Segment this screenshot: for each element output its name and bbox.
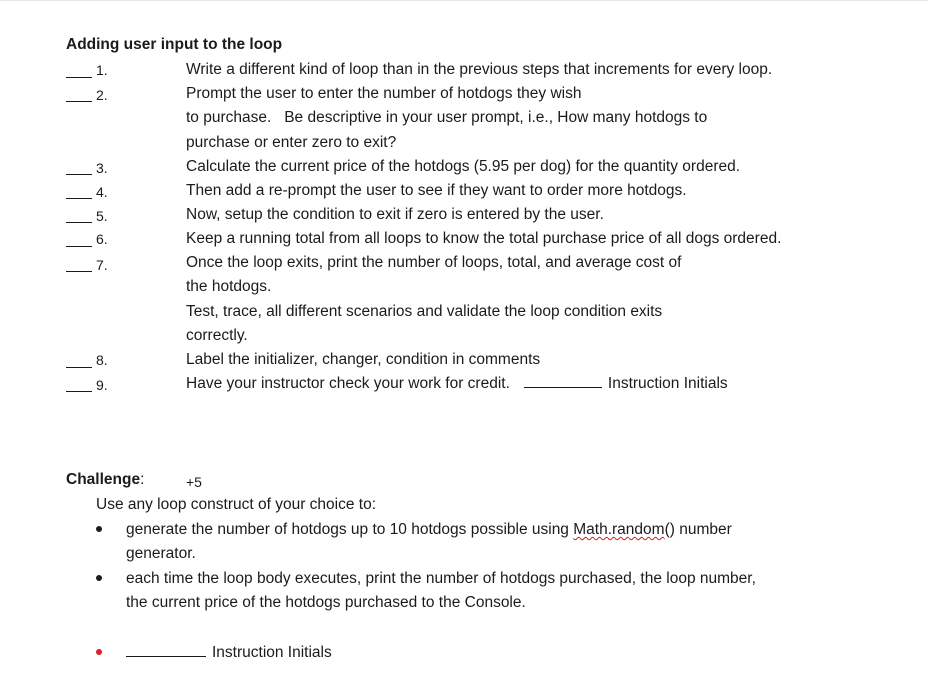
bullet-1-text-post: () number [664, 521, 732, 538]
step-8-checkbox-blank[interactable] [66, 353, 92, 368]
challenge-initials-row [126, 643, 332, 663]
step-9-number: 9. [96, 377, 108, 393]
step-6-checkbox-blank[interactable] [66, 232, 92, 247]
step-1-checkbox-blank[interactable] [66, 63, 92, 78]
challenge-intro: Use any loop construct of your choice to: [96, 496, 377, 513]
step-2-text-line-3: purchase or enter zero to exit? [186, 134, 397, 151]
step-9-row [186, 374, 728, 394]
step-2-number: 2. [96, 87, 108, 103]
challenge-initials-label: Instruction Initials [212, 644, 332, 661]
bullet-2-line-1: each time the loop body executes, print the number of hotdogs purchased, the loop number, [126, 570, 756, 587]
step-3-number: 3. [96, 160, 108, 176]
step-8-text: Label the initializer, changer, condition in comments [186, 351, 541, 368]
challenge-initials-blank[interactable] [126, 644, 206, 657]
step-4-number: 4. [96, 184, 108, 200]
bullet-1-line-2: generator. [126, 545, 196, 562]
challenge-points: +5 [186, 474, 202, 490]
bullet-2-dot [96, 575, 102, 581]
page-top-rule [0, 0, 928, 1]
step-5-checkbox-blank[interactable] [66, 208, 92, 223]
section-title: Adding user input to the loop [66, 36, 283, 53]
challenge-title-colon: : [140, 471, 145, 488]
step-7-number: 7. [96, 257, 108, 273]
step-1-text: Write a different kind of loop than in the previous steps that increments for every loop. [186, 61, 773, 78]
step-5-number: 5. [96, 208, 108, 224]
step-5-text: Now, setup the condition to exit if zero is entered by the user. [186, 206, 604, 223]
step-3-text: Calculate the current price of the hotdogs (5.95 per dog) for the quantity ordered. [186, 158, 741, 175]
step-9-checkbox-blank[interactable] [66, 377, 92, 392]
step-7-text-line-4: correctly. [186, 327, 248, 344]
step-7-text-line-1: Once the loop exits, print the number of loops, total, and average cost of [186, 254, 682, 271]
bullet-1-text-pre: generate the number of hotdogs up to 10 hotdogs possible using [126, 521, 574, 538]
step-7-checkbox-blank[interactable] [66, 257, 92, 272]
bullet-1-line-1 [126, 520, 732, 540]
step-9-initials-label: Instruction Initials [607, 375, 728, 392]
step-6-text: Keep a running total from all loops to know the total purchase price of all dogs ordered. [186, 230, 782, 247]
step-7-text-line-3: Test, trace, all different scenarios and validate the loop condition exits [186, 303, 663, 320]
challenge-title-text: Challenge [66, 471, 141, 488]
step-9-text: Have your instructor check your work for credit. [186, 375, 510, 392]
challenge-title [66, 470, 144, 490]
step-7-text-line-2: the hotdogs. [186, 278, 272, 295]
step-3-checkbox-blank[interactable] [66, 160, 92, 175]
bullet-1-dot [96, 526, 102, 532]
step-4-checkbox-blank[interactable] [66, 184, 92, 199]
bullet-3-red-dot [96, 649, 102, 655]
step-6-number: 6. [96, 231, 108, 247]
step-8-number: 8. [96, 352, 108, 368]
bullet-2-line-2: the current price of the hotdogs purchased to the Console. [126, 594, 526, 611]
step-1-number: 1. [96, 62, 108, 78]
step-4-text: Then add a re-prompt the user to see if they want to order more hotdogs. [186, 182, 687, 199]
step-2-text-line-1: Prompt the user to enter the number of hotdogs they wish [186, 85, 582, 102]
step-2-text-line-2: to purchase. Be descriptive in your user prompt, i.e., How many hotdogs to [186, 109, 708, 126]
step-9-initials-blank[interactable] [524, 375, 602, 388]
bullet-1-math-random: Math.random [573, 521, 665, 538]
step-2-checkbox-blank[interactable] [66, 87, 92, 102]
